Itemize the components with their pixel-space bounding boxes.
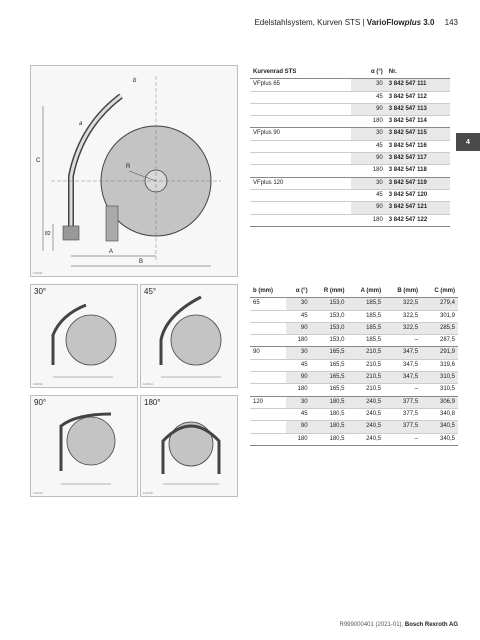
angle-label-90: 90° <box>34 398 47 407</box>
table-cell <box>250 103 351 115</box>
table-cell: 3 842 547 121 <box>386 202 450 214</box>
col-header: Kurvenrad STS <box>250 67 351 79</box>
table-cell: 180 <box>351 214 385 226</box>
curve-180-drawing <box>141 396 237 496</box>
table-header-row <box>250 67 450 79</box>
table-cell: 90 <box>286 322 311 334</box>
table-cell: 180 <box>286 335 311 347</box>
table-cell: 165,5 <box>311 347 348 359</box>
table-cell: 377,5 <box>384 408 421 420</box>
table-cell: 120 <box>250 396 286 408</box>
table-cell <box>250 384 286 396</box>
table-cell: 45 <box>351 140 385 152</box>
label-alpha: a <box>79 121 83 127</box>
table-row <box>250 372 458 384</box>
table-cell: 180 <box>286 384 311 396</box>
table-cell: 90 <box>286 372 311 384</box>
table-cell: 3 842 547 114 <box>386 116 450 128</box>
label-b-small: b <box>133 78 137 84</box>
table-cell: 3 842 547 112 <box>386 91 450 103</box>
table-row <box>250 202 450 214</box>
figure-id-90: 110014 <box>33 491 43 495</box>
label-r: R <box>126 164 131 170</box>
table-cell: 287,5 <box>421 335 458 347</box>
figure-45 <box>140 284 238 388</box>
dimension-table <box>250 286 458 446</box>
page-header <box>254 18 458 27</box>
table-cell: 340,8 <box>421 408 458 420</box>
table-cell: VFplus 120 <box>250 177 351 189</box>
table-row <box>250 103 450 115</box>
figure-180 <box>140 395 238 497</box>
table-cell: 210,5 <box>348 372 385 384</box>
table-cell: 90 <box>351 202 385 214</box>
table-cell: 185,5 <box>348 335 385 347</box>
figure-90 <box>30 395 138 497</box>
table-cell: 210,5 <box>348 384 385 396</box>
table-cell: 90 <box>286 421 311 433</box>
table-cell: 240,5 <box>348 396 385 408</box>
table-cell: 310,5 <box>421 384 458 396</box>
table-cell: 3 842 547 117 <box>386 153 450 165</box>
table-cell <box>250 372 286 384</box>
table-cell: 347,5 <box>384 347 421 359</box>
table-row <box>250 214 450 226</box>
table-cell: 306,9 <box>421 396 458 408</box>
table-header-row <box>250 286 458 298</box>
chapter-tab: 4 <box>456 133 480 151</box>
table-cell: 240,5 <box>348 408 385 420</box>
table-cell: 377,5 <box>384 396 421 408</box>
table-cell: 180 <box>351 165 385 177</box>
table-cell: 153,0 <box>311 310 348 322</box>
table-cell <box>250 189 351 201</box>
table-row <box>250 359 458 371</box>
table-cell: 165,5 <box>311 359 348 371</box>
angle-label-180: 180° <box>144 398 161 407</box>
angle-label-45: 45° <box>144 287 157 296</box>
header-text: Edelstahlsystem, Kurven STS | <box>254 18 365 27</box>
table-cell <box>250 322 286 334</box>
label-82-dim: 82 <box>45 231 51 237</box>
table-cell: 285,5 <box>421 322 458 334</box>
table-cell <box>250 165 351 177</box>
table-cell: 322,5 <box>384 298 421 310</box>
col-header: Nr. <box>386 67 450 79</box>
figure-30 <box>30 284 138 388</box>
table-cell: 340,5 <box>421 433 458 445</box>
figure-id-30: 110012 <box>33 382 43 386</box>
table-row <box>250 140 450 152</box>
table-cell: 180,5 <box>311 433 348 445</box>
table-cell: 65 <box>250 298 286 310</box>
table-row <box>250 322 458 334</box>
table-row <box>250 189 450 201</box>
table-cell: 210,5 <box>348 359 385 371</box>
table-cell: 45 <box>351 189 385 201</box>
table-cell: 291,9 <box>421 347 458 359</box>
table-cell: 347,5 <box>384 359 421 371</box>
table-cell: 30 <box>351 79 385 91</box>
table-cell: 45 <box>286 408 311 420</box>
table-cell: 90 <box>351 153 385 165</box>
col-header: B (mm) <box>384 286 421 298</box>
table-cell: 310,5 <box>421 372 458 384</box>
col-header: α (°) <box>286 286 311 298</box>
curve-90-drawing <box>31 396 137 496</box>
table-cell <box>250 310 286 322</box>
table-cell: 180,5 <box>311 396 348 408</box>
table-cell: 3 842 547 119 <box>386 177 450 189</box>
page-footer <box>339 622 458 628</box>
table-row <box>250 384 458 396</box>
table-cell: – <box>384 335 421 347</box>
order-number-table <box>250 67 450 227</box>
table-cell: 3 842 547 111 <box>386 79 450 91</box>
main-figure <box>30 65 238 277</box>
table-cell: 45 <box>286 310 311 322</box>
table-cell: 240,5 <box>348 433 385 445</box>
curve-45-drawing <box>141 285 237 387</box>
table-cell: 180 <box>351 116 385 128</box>
page-number: 143 <box>444 18 458 27</box>
table-cell: 30 <box>286 347 311 359</box>
table-row <box>250 165 450 177</box>
table-cell: 180,5 <box>311 421 348 433</box>
table-cell <box>250 214 351 226</box>
table-cell: 322,5 <box>384 310 421 322</box>
table-cell: VFplus 90 <box>250 128 351 140</box>
table-cell: 30 <box>351 177 385 189</box>
table-cell: 185,5 <box>348 310 385 322</box>
table-cell: 45 <box>351 91 385 103</box>
table-cell <box>250 153 351 165</box>
footer-company: Bosch Rexroth AG <box>404 622 458 628</box>
table-cell: 377,5 <box>384 421 421 433</box>
table-row <box>250 433 458 445</box>
curve-30-drawing <box>31 285 137 387</box>
table-cell <box>250 202 351 214</box>
table-cell: 3 842 547 113 <box>386 103 450 115</box>
table-cell: 3 842 547 116 <box>386 140 450 152</box>
table-cell <box>250 359 286 371</box>
table-row <box>250 177 450 189</box>
table-row <box>250 116 450 128</box>
table-row <box>250 421 458 433</box>
table-cell <box>250 91 351 103</box>
table-cell <box>250 116 351 128</box>
table-row <box>250 335 458 347</box>
table-cell: 319,6 <box>421 359 458 371</box>
table-cell: 153,0 <box>311 335 348 347</box>
table-row <box>250 347 458 359</box>
label-c-dim: C <box>36 158 41 164</box>
table-cell <box>250 335 286 347</box>
figure-id-45: 110013 <box>143 382 153 386</box>
table-cell: – <box>384 384 421 396</box>
table-cell: 90 <box>351 103 385 115</box>
table-cell: 3 842 547 122 <box>386 214 450 226</box>
angle-label-30: 30° <box>34 287 47 296</box>
table-cell: 240,5 <box>348 421 385 433</box>
table-row <box>250 79 450 91</box>
table-cell: 279,4 <box>421 298 458 310</box>
table-row <box>250 298 458 310</box>
table-cell: 185,5 <box>348 322 385 334</box>
table-row <box>250 128 450 140</box>
table-row <box>250 396 458 408</box>
label-b-dim: B <box>139 259 144 265</box>
table-cell: 165,5 <box>311 372 348 384</box>
table-cell: 180 <box>286 433 311 445</box>
label-a-dim: A <box>109 249 114 255</box>
table-cell: 340,5 <box>421 421 458 433</box>
table-cell: 30 <box>286 298 311 310</box>
table-cell <box>250 408 286 420</box>
col-header: b (mm) <box>250 286 286 298</box>
table-cell <box>250 140 351 152</box>
header-brand: VarioFlowplus 3.0 <box>366 18 435 27</box>
table-row <box>250 91 450 103</box>
table-cell: 30 <box>351 128 385 140</box>
table-cell: 90 <box>250 347 286 359</box>
figure-id-180: 110015 <box>143 491 153 495</box>
footer-code: R999000401 (2021-01), <box>339 622 404 628</box>
table-cell: VFplus 65 <box>250 79 351 91</box>
col-header: A (mm) <box>348 286 385 298</box>
table-cell: – <box>384 433 421 445</box>
table-cell: 3 842 547 118 <box>386 165 450 177</box>
table-row <box>250 153 450 165</box>
col-header: R (mm) <box>311 286 348 298</box>
table-cell: 301,9 <box>421 310 458 322</box>
table-cell: 153,0 <box>311 322 348 334</box>
table-cell: 347,5 <box>384 372 421 384</box>
table-cell: 45 <box>286 359 311 371</box>
table-cell: 185,5 <box>348 298 385 310</box>
table-cell: 165,5 <box>311 384 348 396</box>
table-cell: 3 842 547 120 <box>386 189 450 201</box>
table-cell: 30 <box>286 396 311 408</box>
table-cell <box>250 421 286 433</box>
table-row <box>250 310 458 322</box>
col-header: α (°) <box>351 67 385 79</box>
table-cell: 3 842 547 115 <box>386 128 450 140</box>
table-cell: 322,5 <box>384 322 421 334</box>
curve-drawing <box>31 66 237 276</box>
table-row <box>250 408 458 420</box>
table-cell: 180,5 <box>311 408 348 420</box>
table-cell: 153,0 <box>311 298 348 310</box>
table-cell: 210,5 <box>348 347 385 359</box>
figure-id: 110011 <box>33 271 43 275</box>
table-cell <box>250 433 286 445</box>
col-header: C (mm) <box>421 286 458 298</box>
